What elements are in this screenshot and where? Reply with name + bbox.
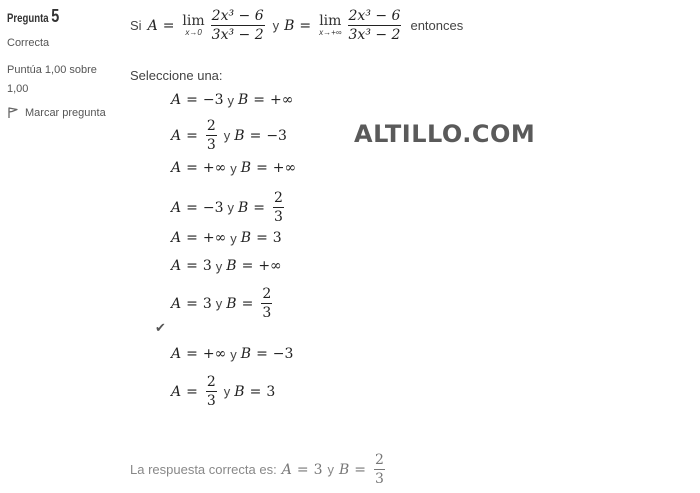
answer-option[interactable]: A = −3 y B = +∞: [171, 92, 294, 108]
flag-label: Marcar pregunta: [25, 107, 106, 119]
flag-question-link[interactable]: [7, 107, 117, 119]
answer-option[interactable]: A = +∞ y B = −3: [171, 346, 294, 362]
option-fraction: $\frac{2}{3}$: [206, 118, 216, 153]
option-fraction: $\frac{2}{3}$: [274, 190, 283, 225]
limit-a: lim x→0: [182, 12, 205, 37]
answer-option[interactable]: A = +∞ y B = 3: [171, 230, 282, 246]
answer-option[interactable]: A = $\frac{2}{3}$ y B = 3: [171, 374, 276, 409]
feedback-fraction: $\frac{2}{3}$: [375, 452, 384, 487]
fraction-a: $\frac{\text{2x³ − 6}}{\text{3x³ − 2}}$: [211, 8, 264, 43]
question-number: Pregunta 5: [7, 6, 60, 26]
flag-icon: [7, 107, 19, 119]
question-info: [7, 6, 117, 119]
answer-option[interactable]: A = 3 y B = $\frac{2}{3}$: [171, 286, 272, 321]
answer-option[interactable]: A = $\frac{2}{3}$ y B = −3: [171, 118, 287, 153]
correct-answer-feedback: La respuesta correcta es: A = 3 y B = $\frac{2}{3}$: [130, 452, 384, 487]
option-fraction: $\frac{2}{3}$: [262, 286, 272, 321]
check-mark-icon: ✔: [155, 320, 166, 335]
option-fraction: $\frac{2}{3}$: [206, 374, 216, 409]
answer-option[interactable]: A = −3 y B = $\frac{2}{3}$: [171, 190, 283, 225]
question-grade: Puntúa 1,00 sobre 1,00: [7, 64, 97, 95]
watermark: ALTILLO.COM: [354, 120, 536, 148]
select-prompt: Seleccione una:: [130, 68, 223, 83]
answer-option[interactable]: A = +∞ y B = +∞: [171, 160, 297, 176]
question-state: Correcta: [7, 37, 50, 49]
fraction-b: $\frac{\text{2x³ − 6}}{\text{3x³ − 2}}$: [348, 8, 401, 43]
feedback-text: La respuesta correcta es:: [130, 462, 277, 477]
limit-b: lim x→+∞: [319, 12, 342, 37]
answer-option[interactable]: A = 3 y B = +∞: [171, 258, 282, 274]
question-text: Si A = lim x→0 $\frac{\text{2x³ − 6}}{\text{3x³ − 2}}$ y B = lim x→+∞ $\frac{\text{2x³ − 6}}{\text{3x³ − 2}}$ entonces: [130, 8, 464, 43]
